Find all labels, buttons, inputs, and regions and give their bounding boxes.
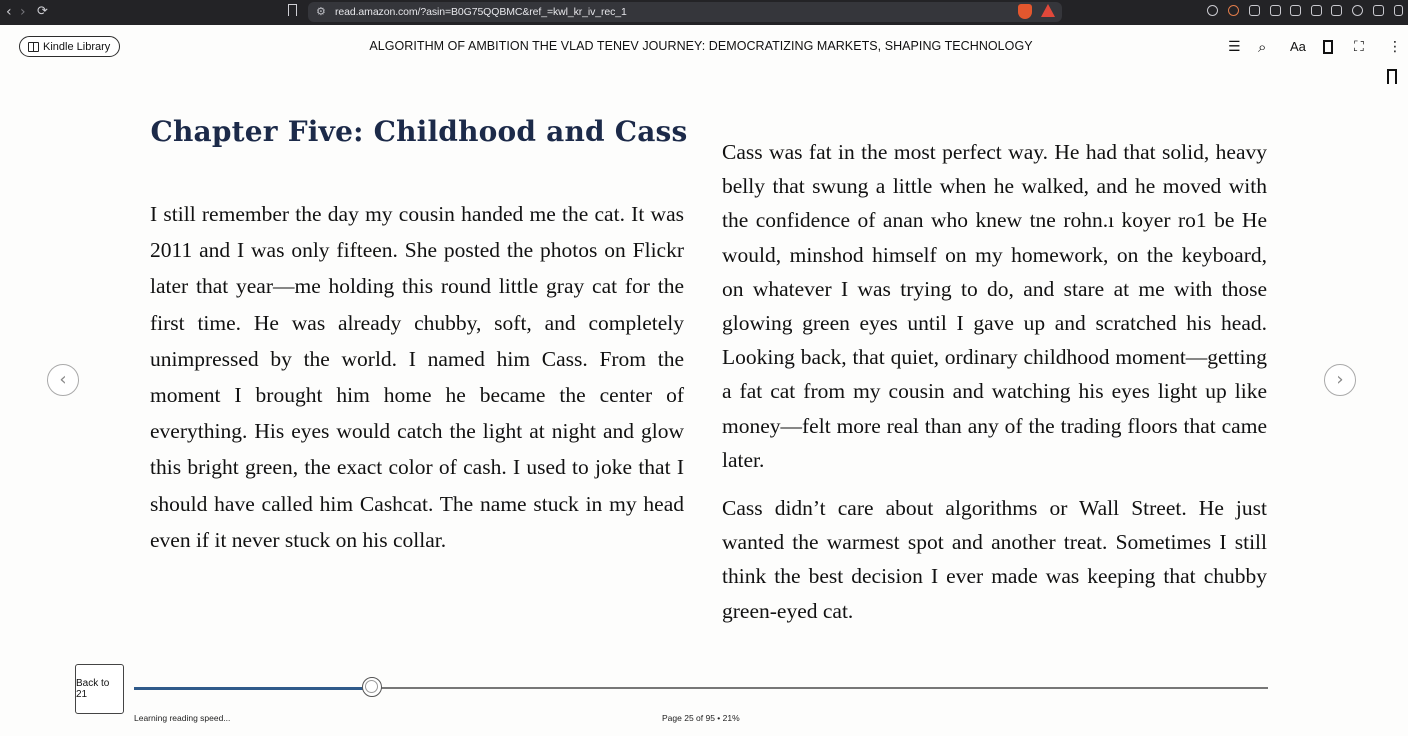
progress-fill [134, 687, 372, 690]
wallet-icon[interactable] [1311, 5, 1322, 16]
next-page-button[interactable] [1324, 364, 1356, 396]
extensions-puzzle-icon[interactable] [1270, 5, 1281, 16]
menu-icon[interactable] [1394, 5, 1403, 16]
back-icon[interactable]: ‹ [6, 4, 12, 20]
chevron-left-icon: ‹ [59, 369, 67, 390]
reading-speed-status: Learning reading speed... [134, 713, 231, 723]
chevron-right-icon: › [1336, 369, 1344, 390]
table-of-contents-icon[interactable]: ☰ [1228, 39, 1241, 55]
kindle-library-label: Kindle Library [43, 40, 111, 53]
bookmark-icon[interactable] [1387, 69, 1397, 84]
page-info: Page 25 of 95 • 21% [662, 713, 740, 723]
fullscreen-icon[interactable]: ⛶ [1354, 39, 1364, 55]
bookmark-page-icon[interactable] [288, 4, 297, 16]
reload-icon[interactable]: ⟳ [37, 4, 48, 19]
back-to-page-button[interactable]: Back to 21 [75, 664, 124, 714]
progress-slider-thumb[interactable] [362, 677, 382, 697]
sidebar-icon[interactable] [1290, 5, 1301, 16]
right-column [722, 135, 1267, 628]
search-icon[interactable]: ⌕ [1258, 38, 1267, 56]
left-column [150, 196, 684, 558]
chapter-title: Chapter Five: Childhood and Cass [150, 115, 688, 148]
paragraph: Cass was fat in the most perfect way. He had that solid, heavy belly that swung a little when he walked, and he moved with the confidence of anan who knew tne rohn.ı koyer ro1 be He would, minshod himself on my homework, on the keyboard, on whatever I was trying to do, and stare at me with those glowing green eyes until I gave up and scratched his head. Looking back, that quiet, ordinary childhood moment—getting a fat cat from my cousin and watching his eyes light up like money—felt more real than any of the trading floors that came later. [722, 140, 1267, 472]
extension-icon[interactable] [1207, 5, 1218, 16]
brave-shields-icon[interactable] [1018, 4, 1032, 19]
extension-icon[interactable] [1228, 5, 1239, 16]
paragraph: I still remember the day my cousin handed me the cat. It was 2011 and I was only fifteen. She posted the photos on Flickr later that year—me holding this round little gray cat for the first time. He was already chubby, soft, and completely unimpressed by the world. I named him Cass. From the moment I brought him home he became the center of everything. His eyes would catch the light at night and glow this bright green, the exact color of cash. I used to joke that I should have called him Cashcat. The name stuck in my head even if it never stuck on his collar. [150, 202, 684, 552]
leo-icon[interactable] [1331, 5, 1342, 16]
layout-icon[interactable] [1323, 40, 1333, 54]
extension-icon[interactable] [1373, 5, 1384, 16]
url-text: read.amazon.com/?asin=B0G75QQBMC&ref_=kwl_kr_iv_rec_1 [335, 6, 627, 18]
book-icon [28, 42, 38, 51]
progress-slider[interactable] [134, 687, 1268, 689]
extension-icon[interactable] [1249, 5, 1260, 16]
more-icon[interactable]: ⋮ [1388, 39, 1402, 55]
forward-icon[interactable]: › [20, 4, 26, 20]
previous-page-button[interactable] [47, 364, 79, 396]
site-settings-icon[interactable]: ⚙ [316, 5, 326, 18]
kindle-library-button[interactable] [19, 36, 120, 57]
address-bar[interactable] [308, 2, 1062, 22]
book-title: ALGORITHM OF AMBITION THE VLAD TENEV JOURNEY: DEMOCRATIZING MARKETS, SHAPING TECHNOLOGY [369, 39, 1033, 53]
vpn-icon[interactable] [1352, 5, 1363, 16]
browser-toolbar [0, 0, 1408, 25]
paragraph: Cass didn’t care about algorithms or Wall Street. He just wanted the warmest spot and another treat. Sometimes I still think the best decision I ever made was keeping that chubby green-eyed cat. [722, 496, 1267, 623]
font-settings-icon[interactable]: Aa [1290, 39, 1306, 54]
brave-rewards-icon[interactable] [1041, 4, 1055, 17]
